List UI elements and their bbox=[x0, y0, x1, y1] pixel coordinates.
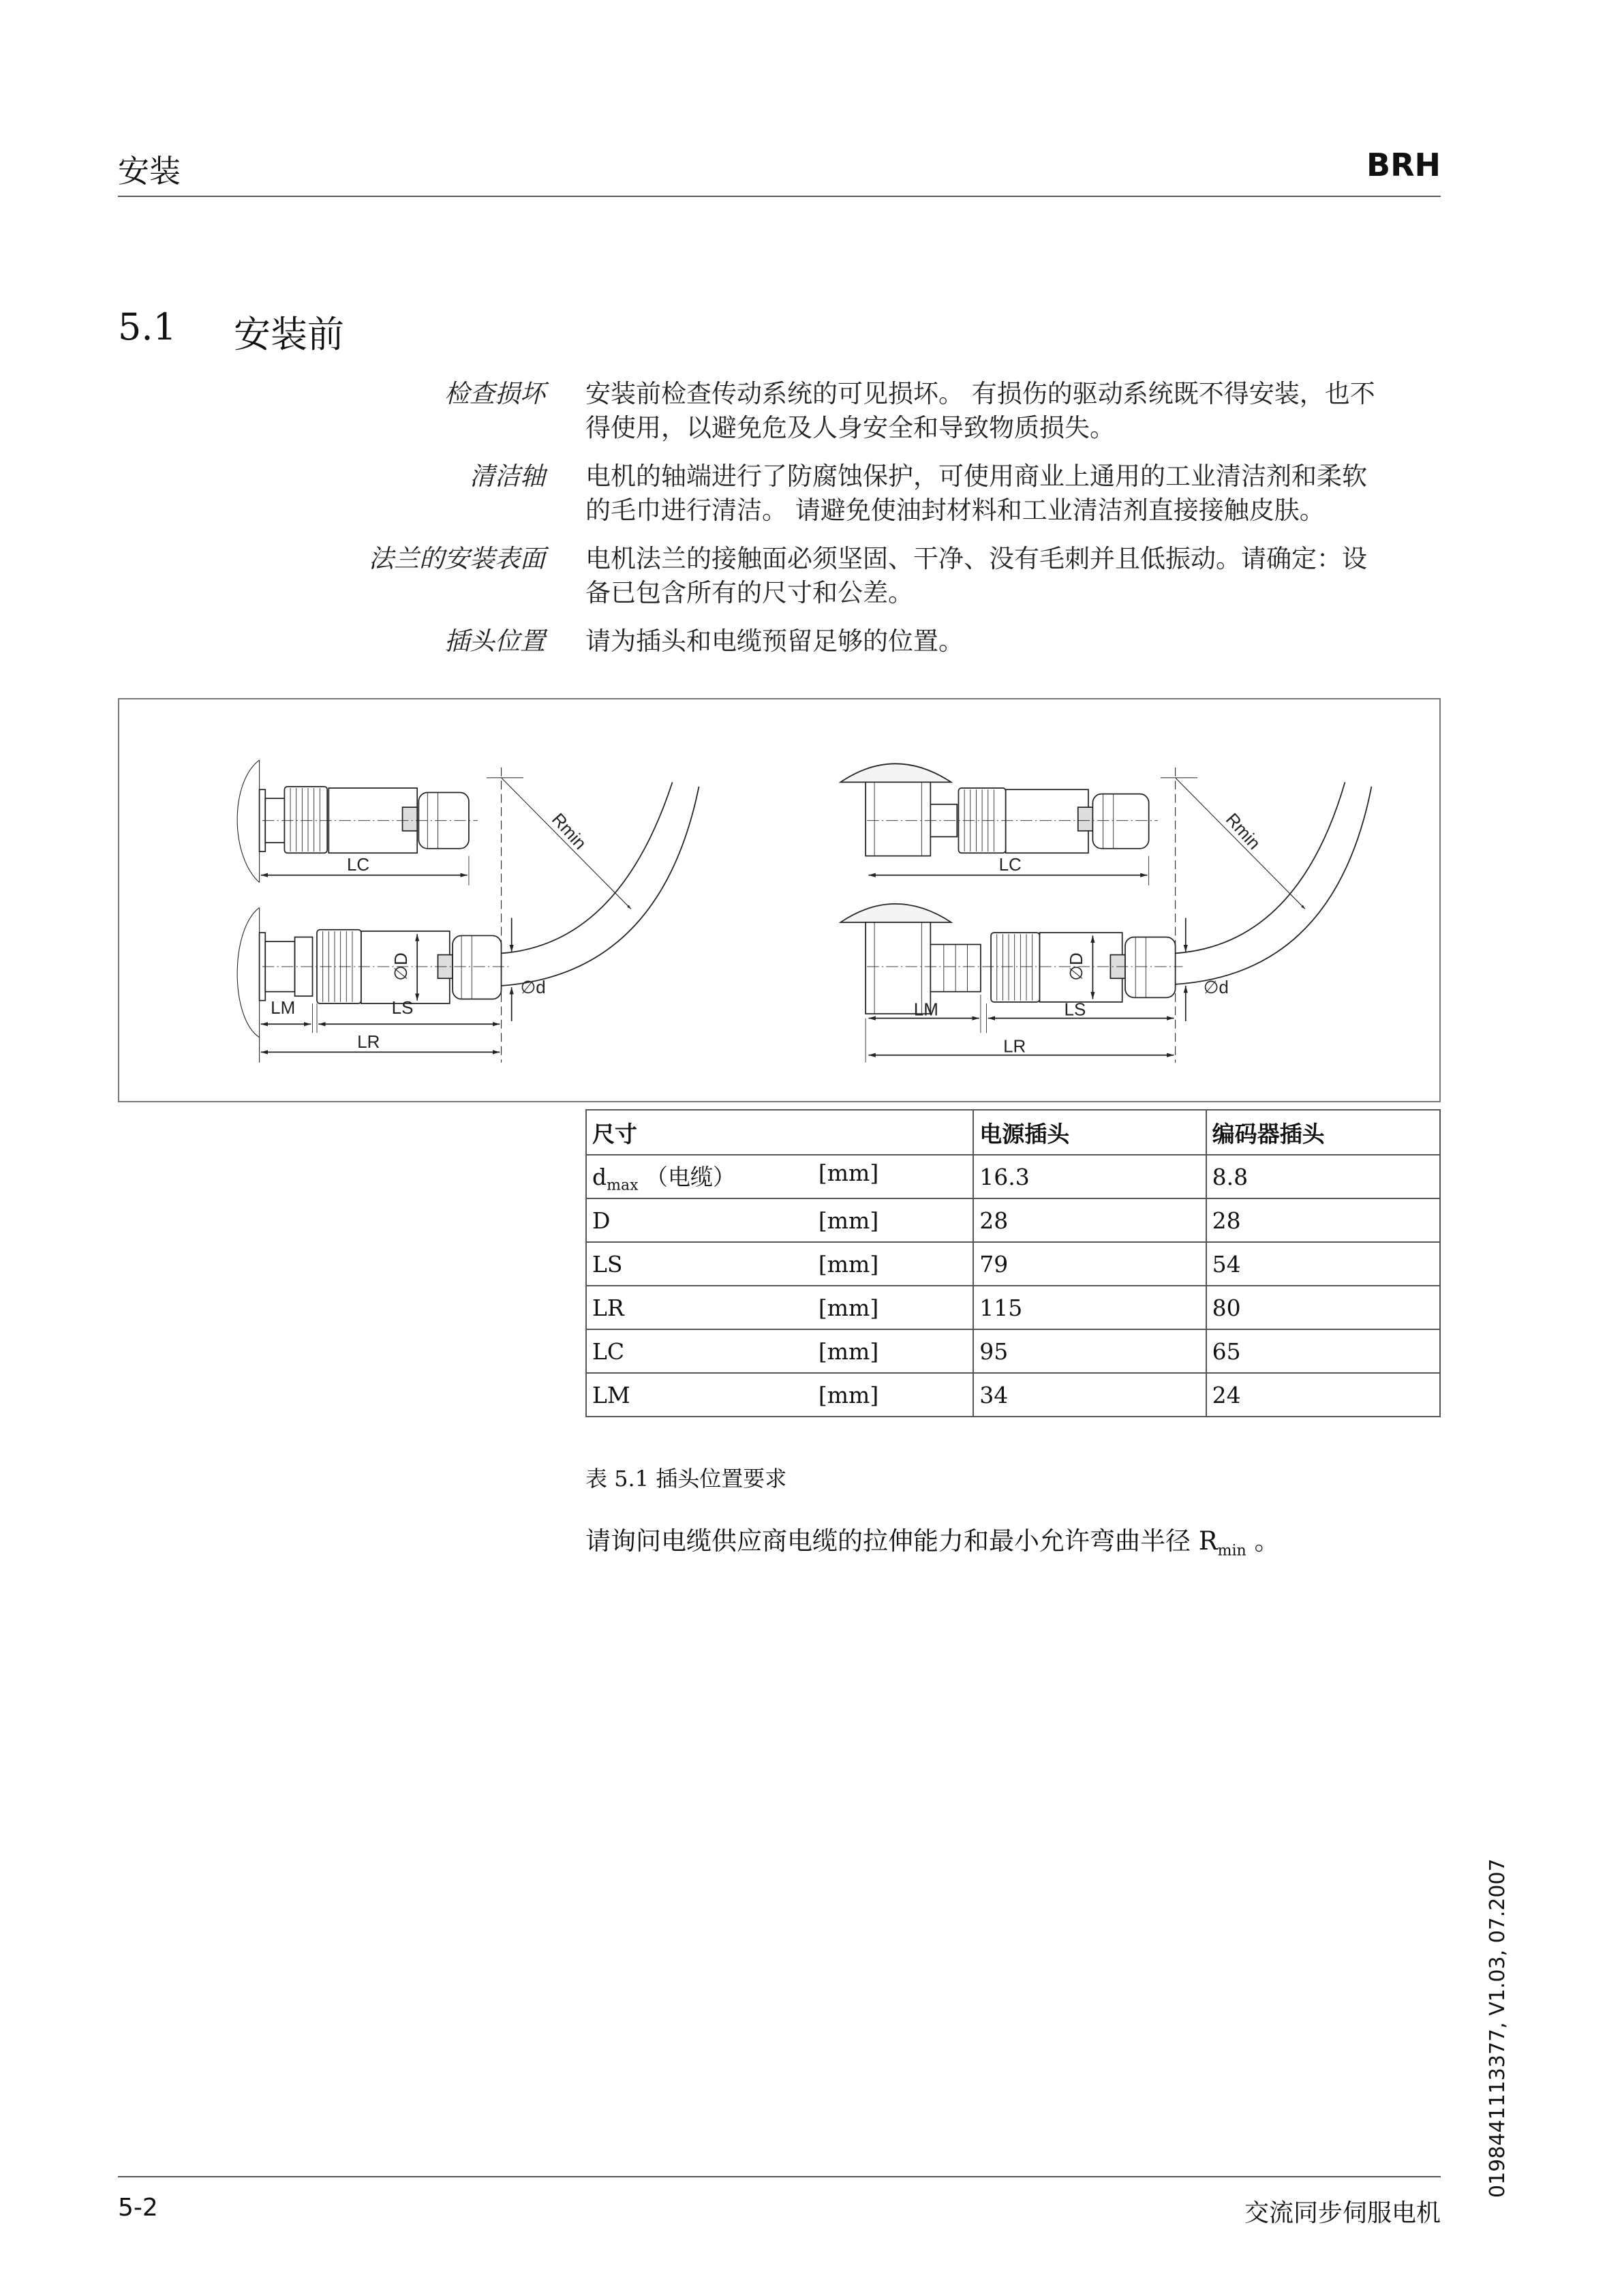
dim-lr: LR bbox=[1003, 1036, 1026, 1057]
connector-diagram bbox=[118, 698, 1441, 1102]
table-row: LM [mm] 34 24 bbox=[586, 1373, 1440, 1417]
dim-ls: LS bbox=[391, 997, 414, 1018]
document-id: 0198441113377, V1.03, 07.2007 bbox=[1486, 1858, 1510, 2198]
item-text: 电机法兰的接触面必须坚固、干净、没有毛刺并且低振动。请确定：设 备已包含所有的尺寸和公差。 bbox=[585, 544, 1367, 607]
section-title: 安装前 bbox=[234, 313, 344, 356]
cable-edge bbox=[502, 782, 673, 953]
col-header: 电源插头 bbox=[973, 1110, 1206, 1155]
item-text: 电机的轴端进行了防腐蚀保护，可使用商业上通用的工业清洁剂和柔软 的毛巾进行清洁。 请避免使油封材料和工业清洁剂直接接触皮肤。 bbox=[585, 462, 1367, 525]
table-row: LC [mm] 95 65 bbox=[586, 1329, 1440, 1373]
table-row: LR [mm] 115 80 bbox=[586, 1286, 1440, 1329]
item-label: 插头位置 bbox=[444, 626, 545, 656]
dim-rmin: Rmin bbox=[1221, 809, 1265, 854]
page-number: 5-2 bbox=[118, 2194, 158, 2222]
dim-lr: LR bbox=[357, 1031, 380, 1052]
section-number: 5.1 bbox=[118, 305, 177, 348]
item-label: 清洁轴 bbox=[470, 462, 545, 491]
item-label: 检查损坏 bbox=[444, 379, 545, 408]
header-rule bbox=[118, 196, 1441, 197]
table-row: LS [mm] 79 54 bbox=[586, 1242, 1440, 1286]
dim-lm: LM bbox=[913, 999, 938, 1020]
dim-lc: LC bbox=[998, 854, 1022, 875]
dim-sd: ∅d bbox=[1203, 976, 1229, 997]
table-header-row bbox=[586, 1110, 1440, 1155]
col-header: 尺寸 bbox=[586, 1110, 973, 1155]
dim-od: ∅D bbox=[1066, 952, 1087, 981]
item-text: 安装前检查传动系统的可见损坏。 有损伤的驱动系统既不得安装，也不 得使用，以避免危及人身安全和导致物质损失。 bbox=[585, 379, 1375, 442]
item-label: 法兰的安装表面 bbox=[369, 544, 545, 573]
dim-ls: LS bbox=[1064, 999, 1086, 1020]
dimension-table bbox=[585, 1109, 1441, 1417]
footer-title: 交流同步伺服电机 bbox=[1244, 2199, 1441, 2227]
header-product: BRH bbox=[1366, 147, 1441, 183]
table-row: D [mm] 28 28 bbox=[586, 1198, 1440, 1242]
dim-rmin: Rmin bbox=[547, 809, 591, 854]
cable-edge bbox=[502, 787, 699, 986]
dim-sd: ∅d bbox=[520, 976, 546, 997]
footer-rule bbox=[118, 2176, 1441, 2177]
table-row: $d_{max}$ （电缆） [mm] 16.3 8.8 bbox=[586, 1155, 1440, 1198]
table-caption: 表 5.1 插头位置要求 bbox=[585, 1466, 787, 1492]
dim-lc: LC bbox=[347, 854, 370, 875]
item-text: 请为插头和电缆预留足够的位置。 bbox=[585, 626, 964, 656]
dim-od: ∅D bbox=[391, 952, 412, 981]
dim-lm: LM bbox=[271, 997, 296, 1018]
note-text: 请询问电缆供应商电缆的拉伸能力和最小允许弯曲半径 $R_{min}$ 。 bbox=[585, 1526, 1280, 1560]
col-header: 编码器插头 bbox=[1206, 1110, 1440, 1155]
header-title: 安装 bbox=[118, 153, 181, 190]
